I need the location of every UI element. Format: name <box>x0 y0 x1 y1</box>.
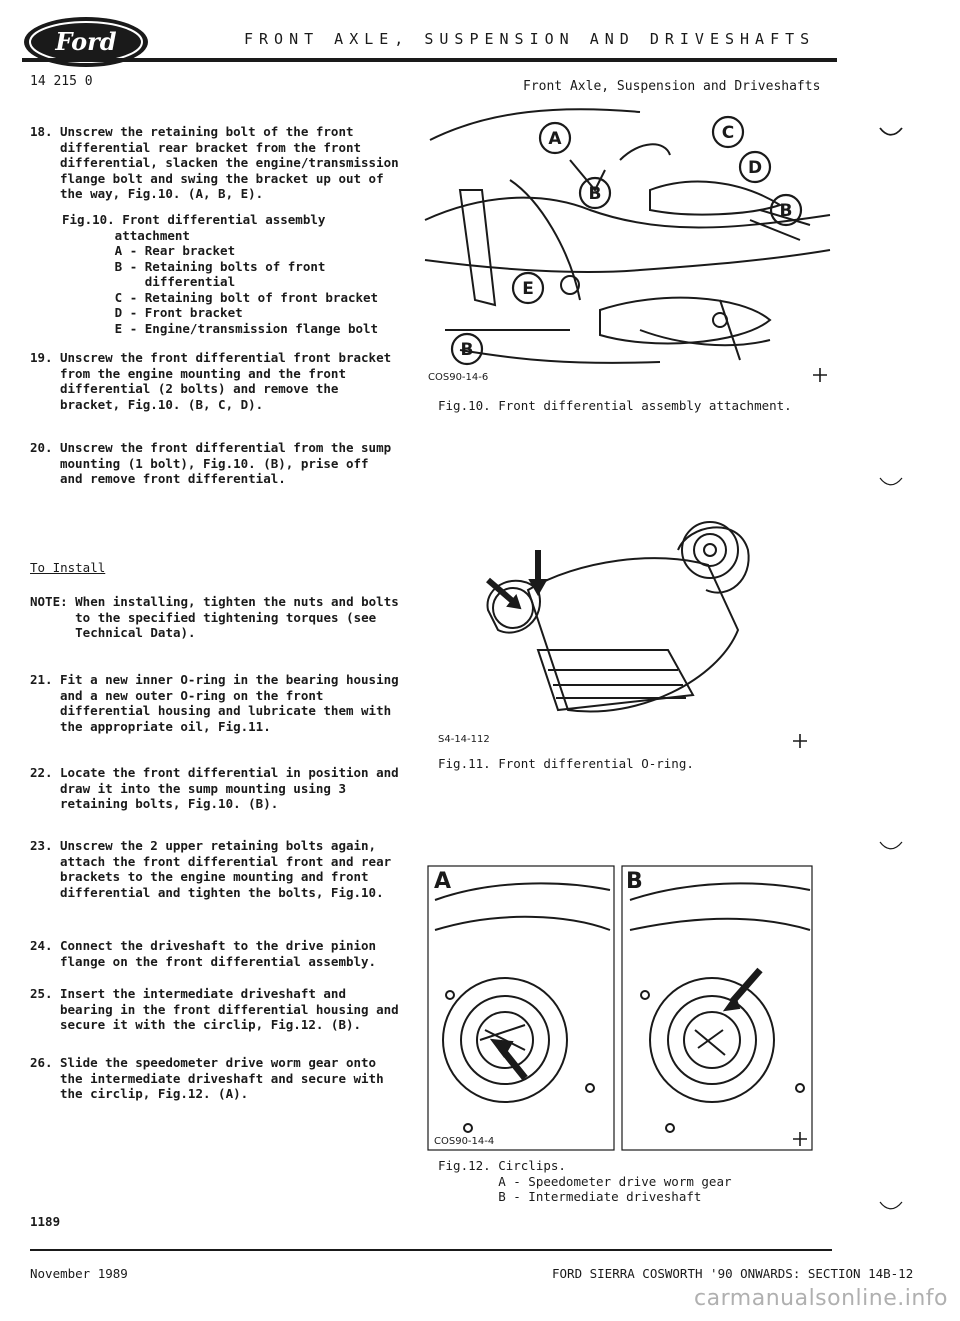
step-text: Connect the driveshaft to the drive pinion flange on the front differential assembly. <box>60 938 377 969</box>
footer-manual-title: FORD SIERRA COSWORTH '90 ONWARDS: SECTION 14B-12 <box>552 1266 914 1281</box>
fig10-legend: Fig.10. Front differential assembly attachment A - Rear bracket B - Retaining bolts of front differential C - Retaining bolt of front bracket D - Front bracket E - Engine/transmission flange bolt <box>62 212 379 336</box>
callout-b: B <box>460 340 474 360</box>
step-number: 21. <box>30 672 53 687</box>
watermark: carmanualsonline.info <box>694 1286 948 1311</box>
footer-rule <box>30 1249 832 1251</box>
fig12-illustration <box>420 860 820 1156</box>
callout-b: B <box>779 201 793 221</box>
crosshair-icon <box>793 1132 807 1146</box>
margin-tick <box>878 840 904 854</box>
step-text: Unscrew the retaining bolt of the front differential rear bracket from the front differential, slacken the engine/transmission flange bolt and swing the bracket up out of the way, Fig.10. (A, B, E). <box>60 124 399 201</box>
step-text: Unscrew the front differential front bracket from the engine mounting and the front differential (2 bolts) and remove the bracket, Fig.10. (B, C, D). <box>60 350 392 412</box>
step-text: Locate the front differential in position and draw it into the sump mounting using 3 retaining bolts, Fig.10. (B). <box>60 765 399 811</box>
fig12-caption: Fig.12. Circlips. A - Speedometer drive worm gear B - Intermediate driveshaft <box>438 1158 732 1204</box>
header-rule <box>22 58 837 62</box>
margin-tick <box>878 476 904 490</box>
step-26 <box>30 1055 384 1102</box>
callout-a: A <box>548 129 562 149</box>
page-number: 1189 <box>30 1214 61 1229</box>
margin-tick <box>878 1200 904 1214</box>
step-24 <box>30 938 377 985</box>
callout-d: D <box>747 158 763 178</box>
callout-e: E <box>522 279 534 299</box>
step-number: 18. <box>30 124 53 139</box>
panel-b-label: B <box>626 869 643 894</box>
step-18 <box>30 124 399 201</box>
section-title: Front Axle, Suspension and Driveshafts <box>523 79 821 94</box>
step-number: 25. <box>30 986 53 1001</box>
step-number: 24. <box>30 938 53 953</box>
fig10-ref: COS90-14-6 <box>428 372 489 383</box>
fig11-illustration <box>438 510 838 750</box>
step-21 <box>30 672 399 734</box>
step-19 <box>30 350 392 412</box>
logo-text: Ford <box>55 27 117 56</box>
install-note: NOTE: When installing, tighten the nuts and bolts to the specified tightening torques (see Technical Data). <box>30 594 399 640</box>
crosshair-icon <box>793 734 807 748</box>
step-22 <box>30 765 399 812</box>
install-heading: To Install <box>30 560 106 575</box>
fig10-caption: Fig.10. Front differential assembly attachment. <box>438 398 792 413</box>
panel-a-label: A <box>434 869 452 894</box>
fig12-ref: COS90-14-4 <box>434 1136 495 1147</box>
step-text: Unscrew the 2 upper retaining bolts again, attach the front differential front and rear brackets to the engine mounting and front differential and tighten the bolts, Fig.10. <box>60 838 392 900</box>
step-number: 20. <box>30 440 53 455</box>
step-text: Unscrew the front differential from the sump mounting (1 bolt), Fig.10. (B), prise off and remove front differential. <box>60 440 392 486</box>
margin-tick <box>878 126 904 140</box>
step-number: 19. <box>30 350 53 365</box>
step-text: Slide the speedometer drive worm gear onto the intermediate driveshaft and secure with the circlip, Fig.12. (A). <box>60 1055 384 1101</box>
crosshair-icon <box>813 368 827 382</box>
step-20 <box>30 440 392 487</box>
step-number: 22. <box>30 765 53 780</box>
step-number: 23. <box>30 838 53 853</box>
fig11-ref: S4-14-112 <box>438 734 490 745</box>
step-text: Insert the intermediate driveshaft and bearing in the front differential housing and secure it with the circlip, Fig.12. (B). <box>60 986 399 1032</box>
callout-b: B <box>588 184 602 204</box>
step-text: Fit a new inner O-ring in the bearing housing and a new outer O-ring on the front differential housing and lubricate them with the appropriate oil, Fig.11. <box>60 672 399 734</box>
footer-date: November 1989 <box>30 1266 128 1281</box>
step-25 <box>30 986 399 1033</box>
step-23 <box>30 838 392 900</box>
section-number: 14 215 0 <box>30 74 93 89</box>
page-header-title: FRONT AXLE, SUSPENSION AND DRIVESHAFTS <box>244 30 816 48</box>
fig11-caption: Fig.11. Front differential O-ring. <box>438 756 694 771</box>
step-number: 26. <box>30 1055 53 1070</box>
callout-c: C <box>721 123 735 143</box>
fig10-illustration <box>420 100 838 388</box>
